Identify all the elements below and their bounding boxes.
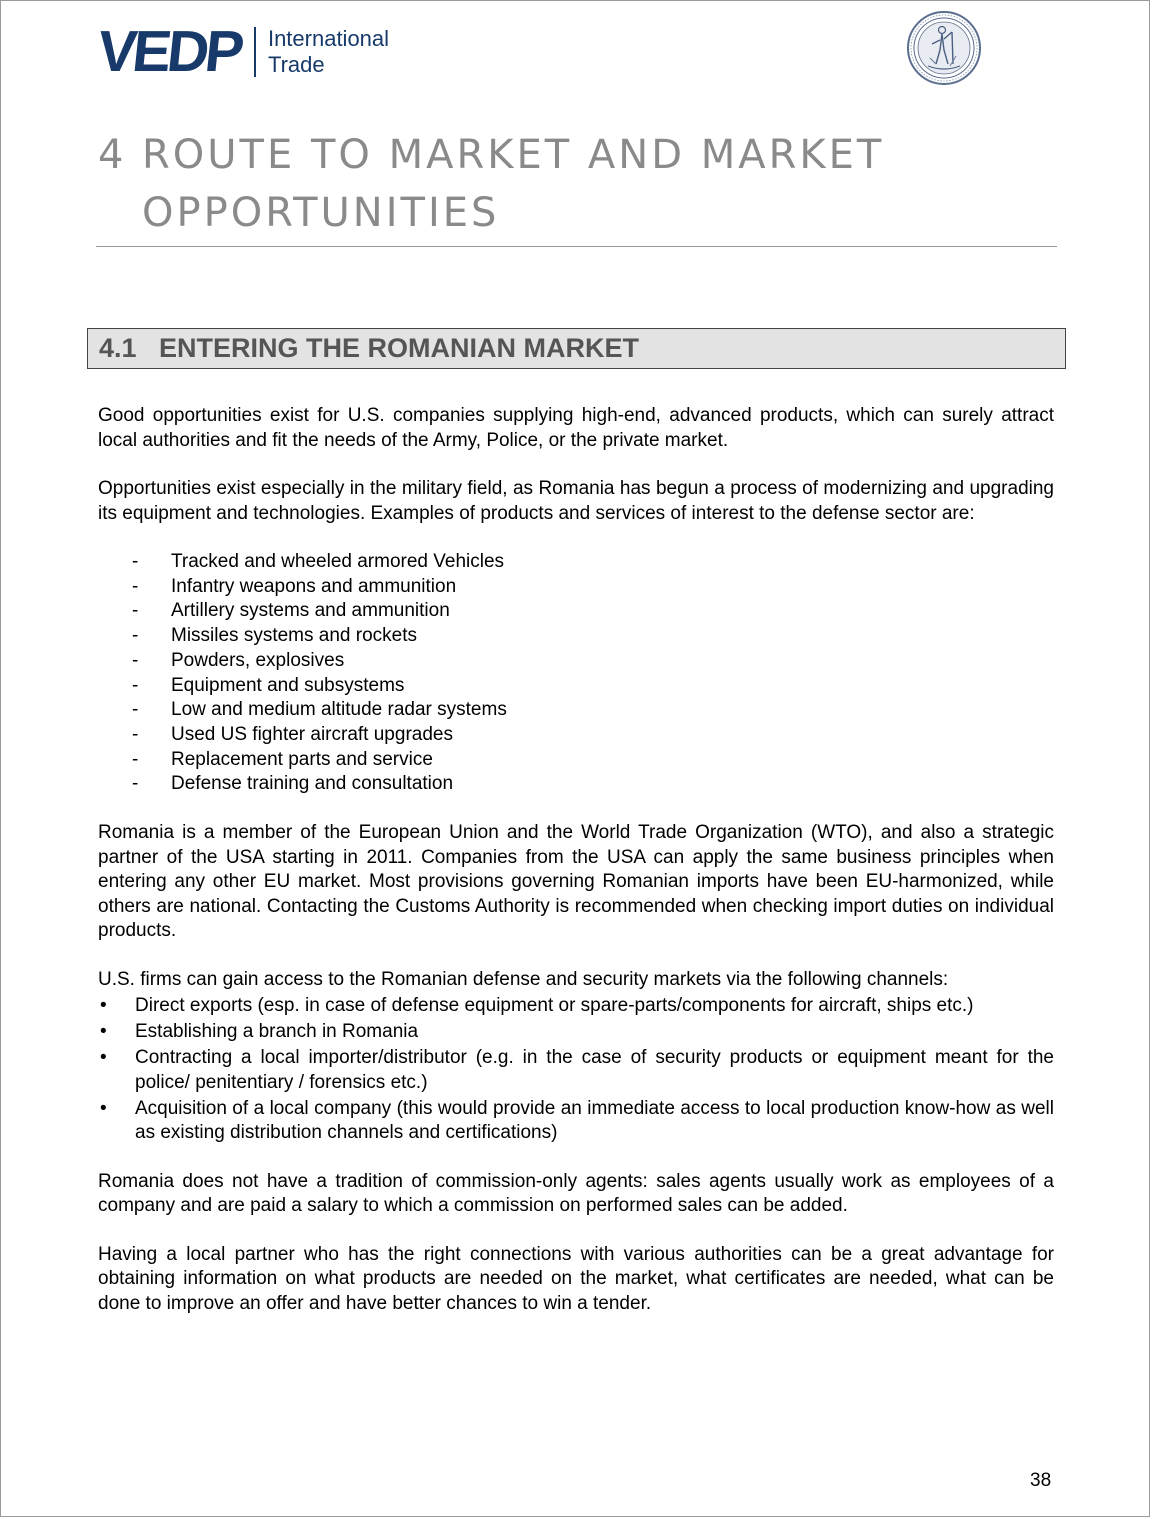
paragraph-5: Romania does not have a tradition of commission-only agents: sales agents usually work as employees of a company and are paid a salary to which a commission on performed sales can be added. [98, 1170, 1054, 1217]
paragraph-1: Good opportunities exist for U.S. companies supplying high-end, advanced products, which can surely attract local authorities and fit the needs of the Army, Police, or the private market. [98, 405, 1054, 451]
list-item: - Low and medium altitude radar systems [132, 698, 1054, 723]
chapter-title [98, 126, 998, 242]
vedp-logo [94, 19, 390, 84]
chapter-number: 4 [98, 132, 127, 178]
logo-line-2: Trade [267, 52, 325, 77]
list-item: • Acquisition of a local company (this would provide an immediate access to local production know-how as well as existing distribution channels and certifications) [98, 1097, 1054, 1146]
list-item: - Missiles systems and rockets [132, 624, 1054, 649]
paragraph-2: Opportunities exist especially in the military field, as Romania has begun a process of modernizing and upgrading its equipment and technologies. Examples of products and services of interest to the defense sector are: [98, 478, 1054, 524]
list-item: • Contracting a local importer/distributor (e.g. in the case of security products or equipment meant for the police/ penitentiary / forensics etc.) [98, 1046, 1054, 1095]
list-item: • Establishing a branch in Romania [98, 1020, 1054, 1045]
defense-items-list [98, 550, 1054, 797]
list-item: - Replacement parts and service [132, 748, 1054, 773]
chapter-title-line-1: ROUTE TO MARKET AND MARKET [142, 132, 885, 178]
paragraph-6: Having a local partner who has the right connections with various authorities can be a great advantage for obtaining information on what products are needed on the market, what certificates are needed, what can be done to improve an offer and have better chances to win a tender. [98, 1243, 1054, 1314]
list-item: - Powders, explosives [132, 649, 1054, 674]
logo-mark: VEDP [94, 19, 244, 84]
logo-divider [254, 27, 256, 77]
list-item: • Direct exports (esp. in case of defense equipment or spare-parts/components for aircraft, ships etc.) [98, 994, 1054, 1019]
list-item: - Equipment and subsystems [132, 674, 1054, 699]
channels-list [98, 994, 1054, 1146]
list-item: - Tracked and wheeled armored Vehicles [132, 550, 1054, 575]
chapter-title-line-2: OPPORTUNITIES [142, 190, 500, 236]
section-number: 4.1 [99, 333, 137, 363]
section-heading [87, 328, 1066, 369]
body-text [98, 404, 1054, 1340]
logo-text [268, 26, 389, 78]
list-item: - Used US fighter aircraft upgrades [132, 723, 1054, 748]
page-number: 38 [1030, 1470, 1052, 1491]
paragraph-3: Romania is a member of the European Union and the World Trade Organization (WTO), and also a strategic partner of the USA starting in 2011. Companies from the USA can apply the same business principles when entering any other EU market. Most provisions governing Romanian imports have been EU-harmonized, while others are national. Contacting the Customs Authority is recommended when checking import duties on individual products. [98, 822, 1054, 942]
paragraph-4: U.S. firms can gain access to the Romanian defense and security markets via the following channels: [98, 968, 949, 990]
title-divider [96, 246, 1057, 247]
list-item: - Defense training and consultation [132, 772, 1054, 797]
virginia-state-seal-icon [906, 10, 982, 86]
list-item: - Infantry weapons and ammunition [132, 575, 1054, 600]
list-item: - Artillery systems and ammunition [132, 599, 1054, 624]
section-title: ENTERING THE ROMANIAN MARKET [159, 333, 639, 363]
logo-line-1: International [267, 26, 390, 51]
